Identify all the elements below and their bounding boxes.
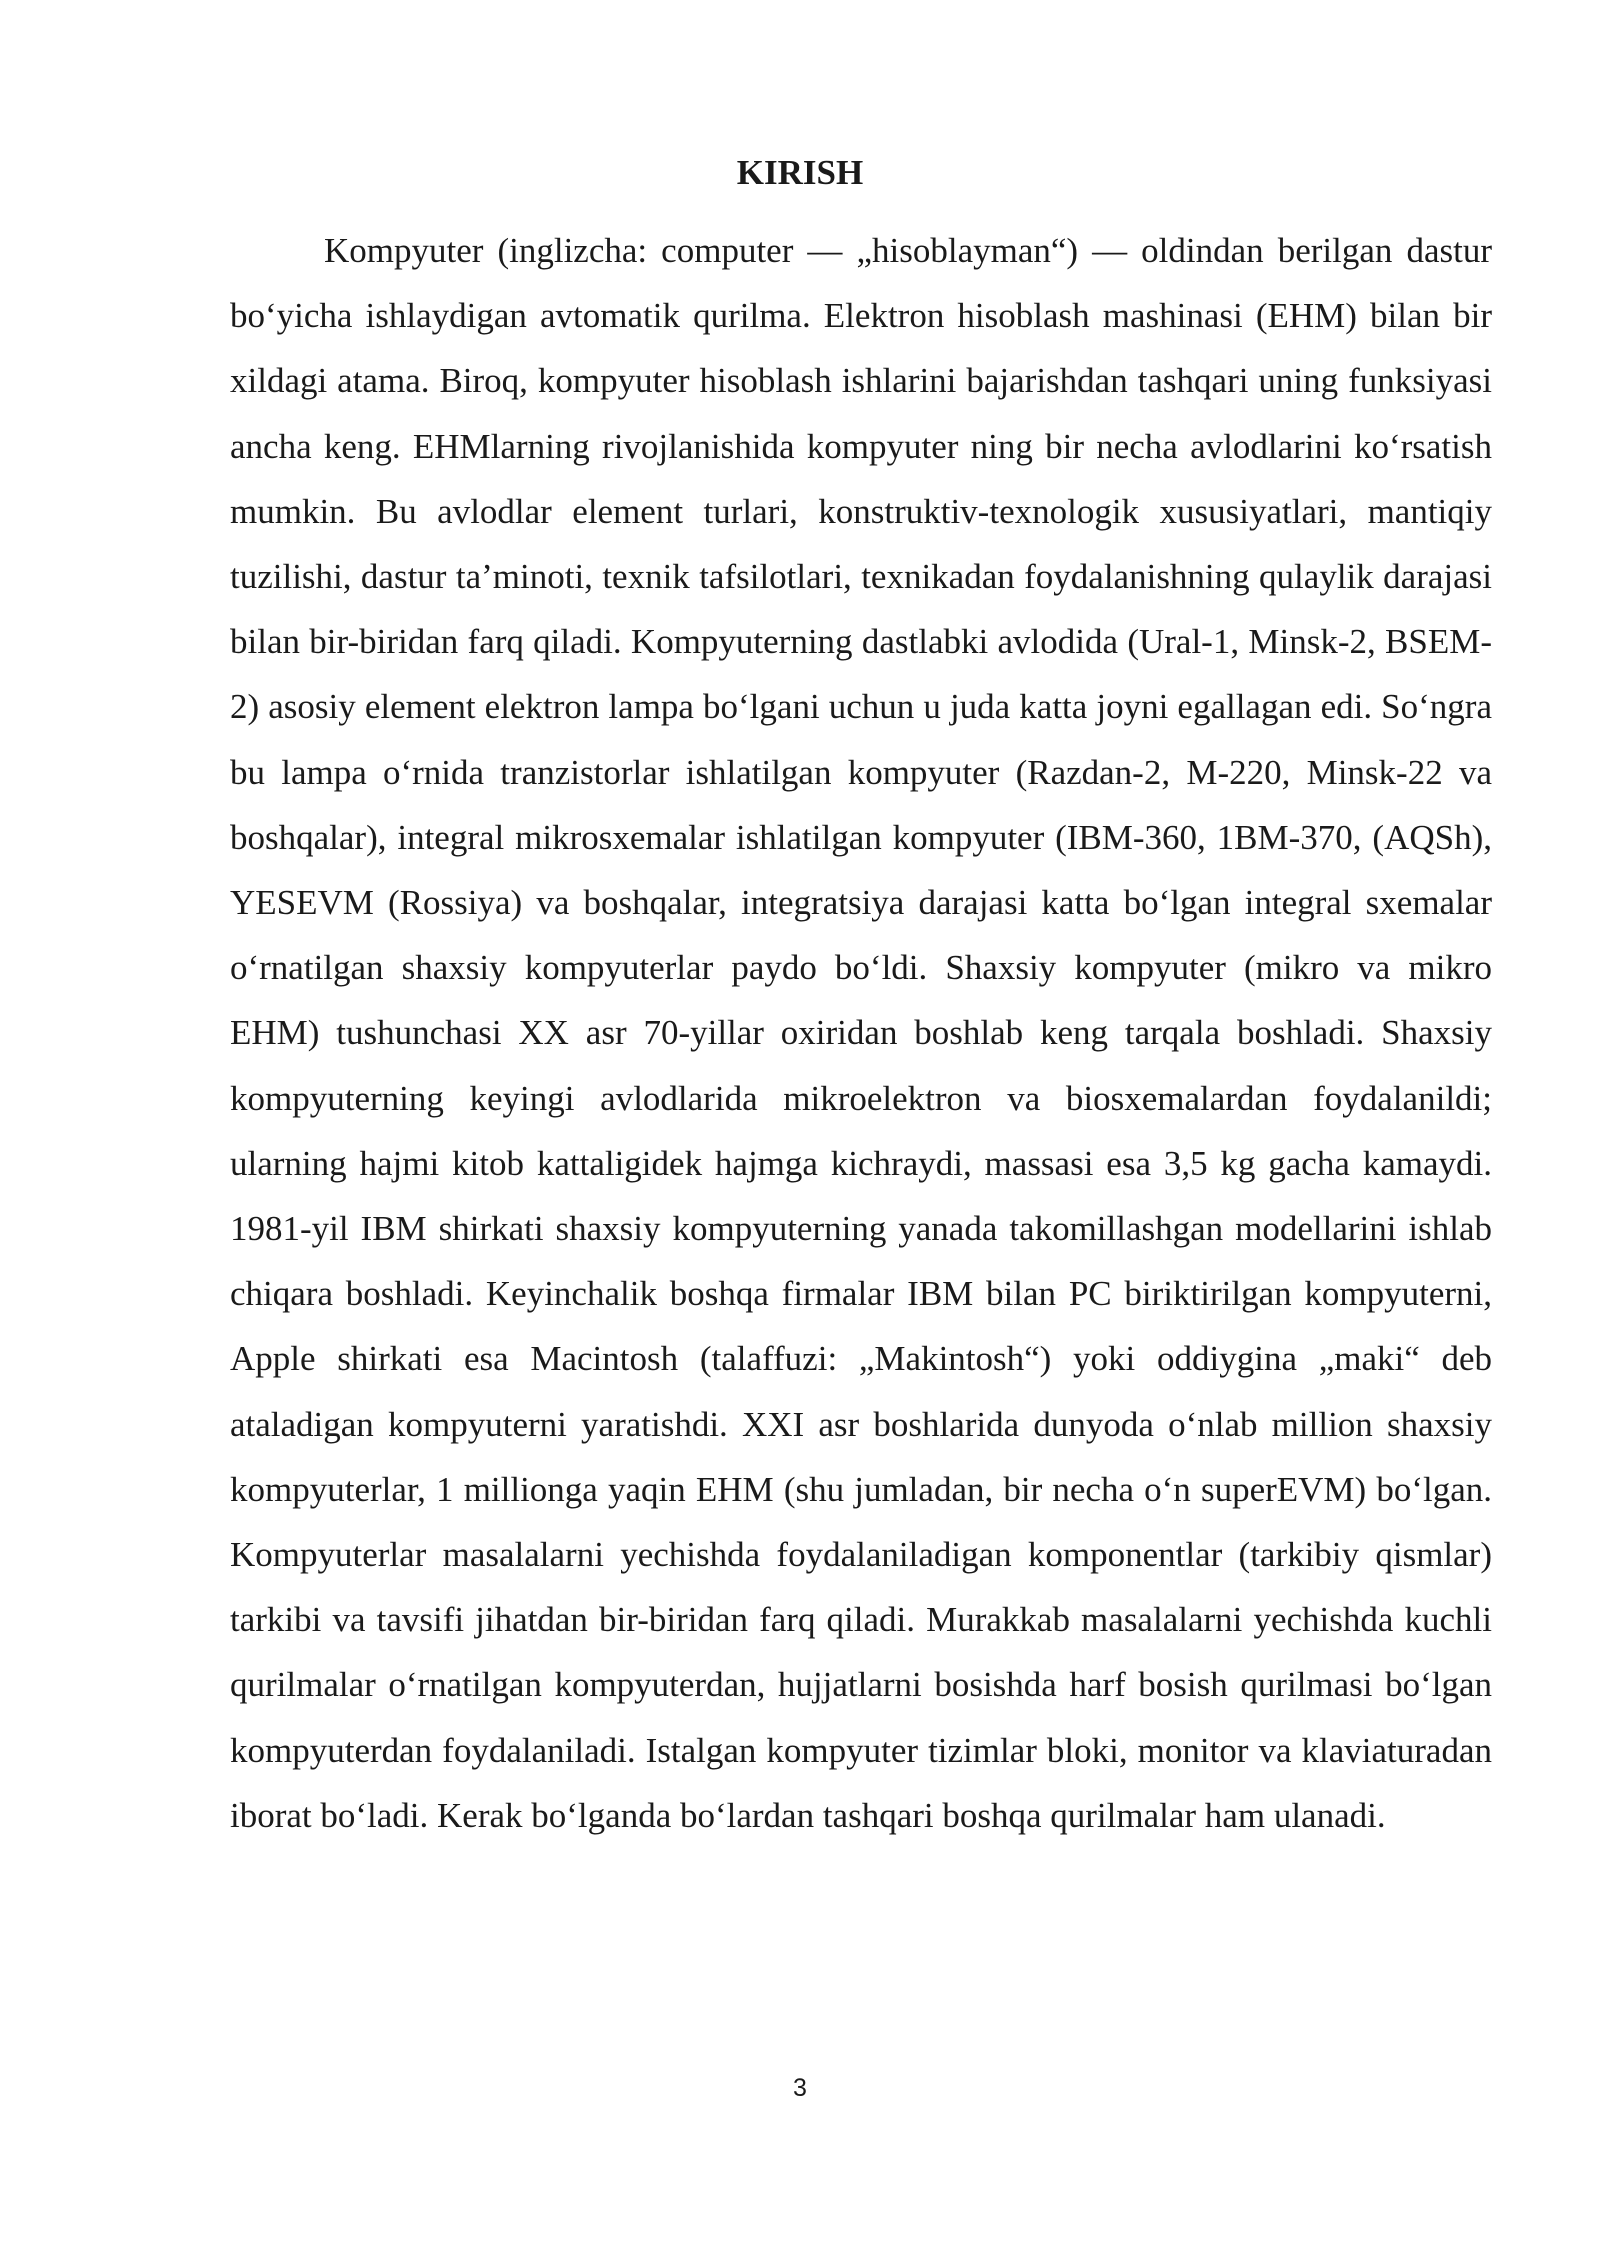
page-number: 3 bbox=[793, 2074, 807, 2102]
body-paragraph: Kompyuter (inglizcha: computer — „hisoblayman“) — oldindan berilgan dastur bo‘yicha ishlaydigan avtomatik qurilma. Elektron hisoblash mashinasi (EHM) bilan bir xildagi atama. Biroq, kompyuter hisoblash ishlarini bajarishdan tashqari uning funksiyasi ancha keng. EHMlarning rivojlanishida kompyuter ning bir necha avlodlarini ko‘rsatish mumkin. Bu avlodlar element turlari, konstruktiv-texnologik xususiyatlari, mantiqiy tuzilishi, dastur ta’minoti, texnik tafsilotlari, texnikadan foydalanishning qulaylik darajasi bilan bir-biridan farq qiladi. Kompyuterning dastlabki avlodida (Ural-1, Minsk-2, BSEM-2) asosiy element elektron lampa bo‘lgani uchun u juda katta joyni egallagan edi. So‘ngra bu lampa o‘rnida tranzistorlar ishlatilgan kompyuter (Razdan-2, M-220, Minsk-22 va boshqalar), integral mikrosxemalar ishlatilgan kompyuter (IBM-360, 1BM-370, (AQSh), YESEVM (Rossiya) va boshqalar, integratsiya darajasi katta bo‘lgan integral sxemalar o‘rnatilgan shaxsiy kompyuterlar paydo bo‘ldi. Shaxsiy kompyuter (mikro va mikro EHM) tushunchasi XX asr 70-yillar oxiridan boshlab keng tarqala boshladi. Shaxsiy kompyuterning keyingi avlodlarida mikroelektron va biosxemalardan foydalanildi; ularning hajmi kitob kattaligidek hajmga kichraydi, massasi esa 3,5 kg gacha kamaydi. 1981-yil IBM shirkati shaxsiy kompyuterning yanada takomillashgan modellarini ishlab chiqara boshladi. Keyinchalik boshqa firmalar IBM bilan PC biriktirilgan kompyuterni, Apple shirkati esa Macintosh (talaffuzi: „Makintosh“) yoki oddiygina „maki“ deb ataladigan kompyuterni yaratishdi. XXI asr boshlarida dunyoda o‘nlab million shaxsiy kompyuterlar, 1 millionga yaqin EHM (shu jumladan, bir necha o‘n superEVM) bo‘lgan. Kompyuterlar masalalarni yechishda foydalaniladigan komponentlar (tarkibiy qismlar) tarkibi va tavsifi jihatdan bir-biridan farq qiladi. Murakkab masalalarni yechishda kuchli qurilmalar o‘rnatilgan kompyuterdan, hujjatlarni bosishda harf bosish qurilmasi bo‘lgan kompyuterdan foydalaniladi. Istalgan kompyuter tizimlar bloki, monitor va klaviaturadan iborat bo‘ladi. Kerak bo‘lganda bo‘lardan tashqari boshqa qurilmalar ham ulanadi. bbox=[230, 231, 1492, 1835]
section-heading: KIRISH bbox=[736, 153, 864, 192]
